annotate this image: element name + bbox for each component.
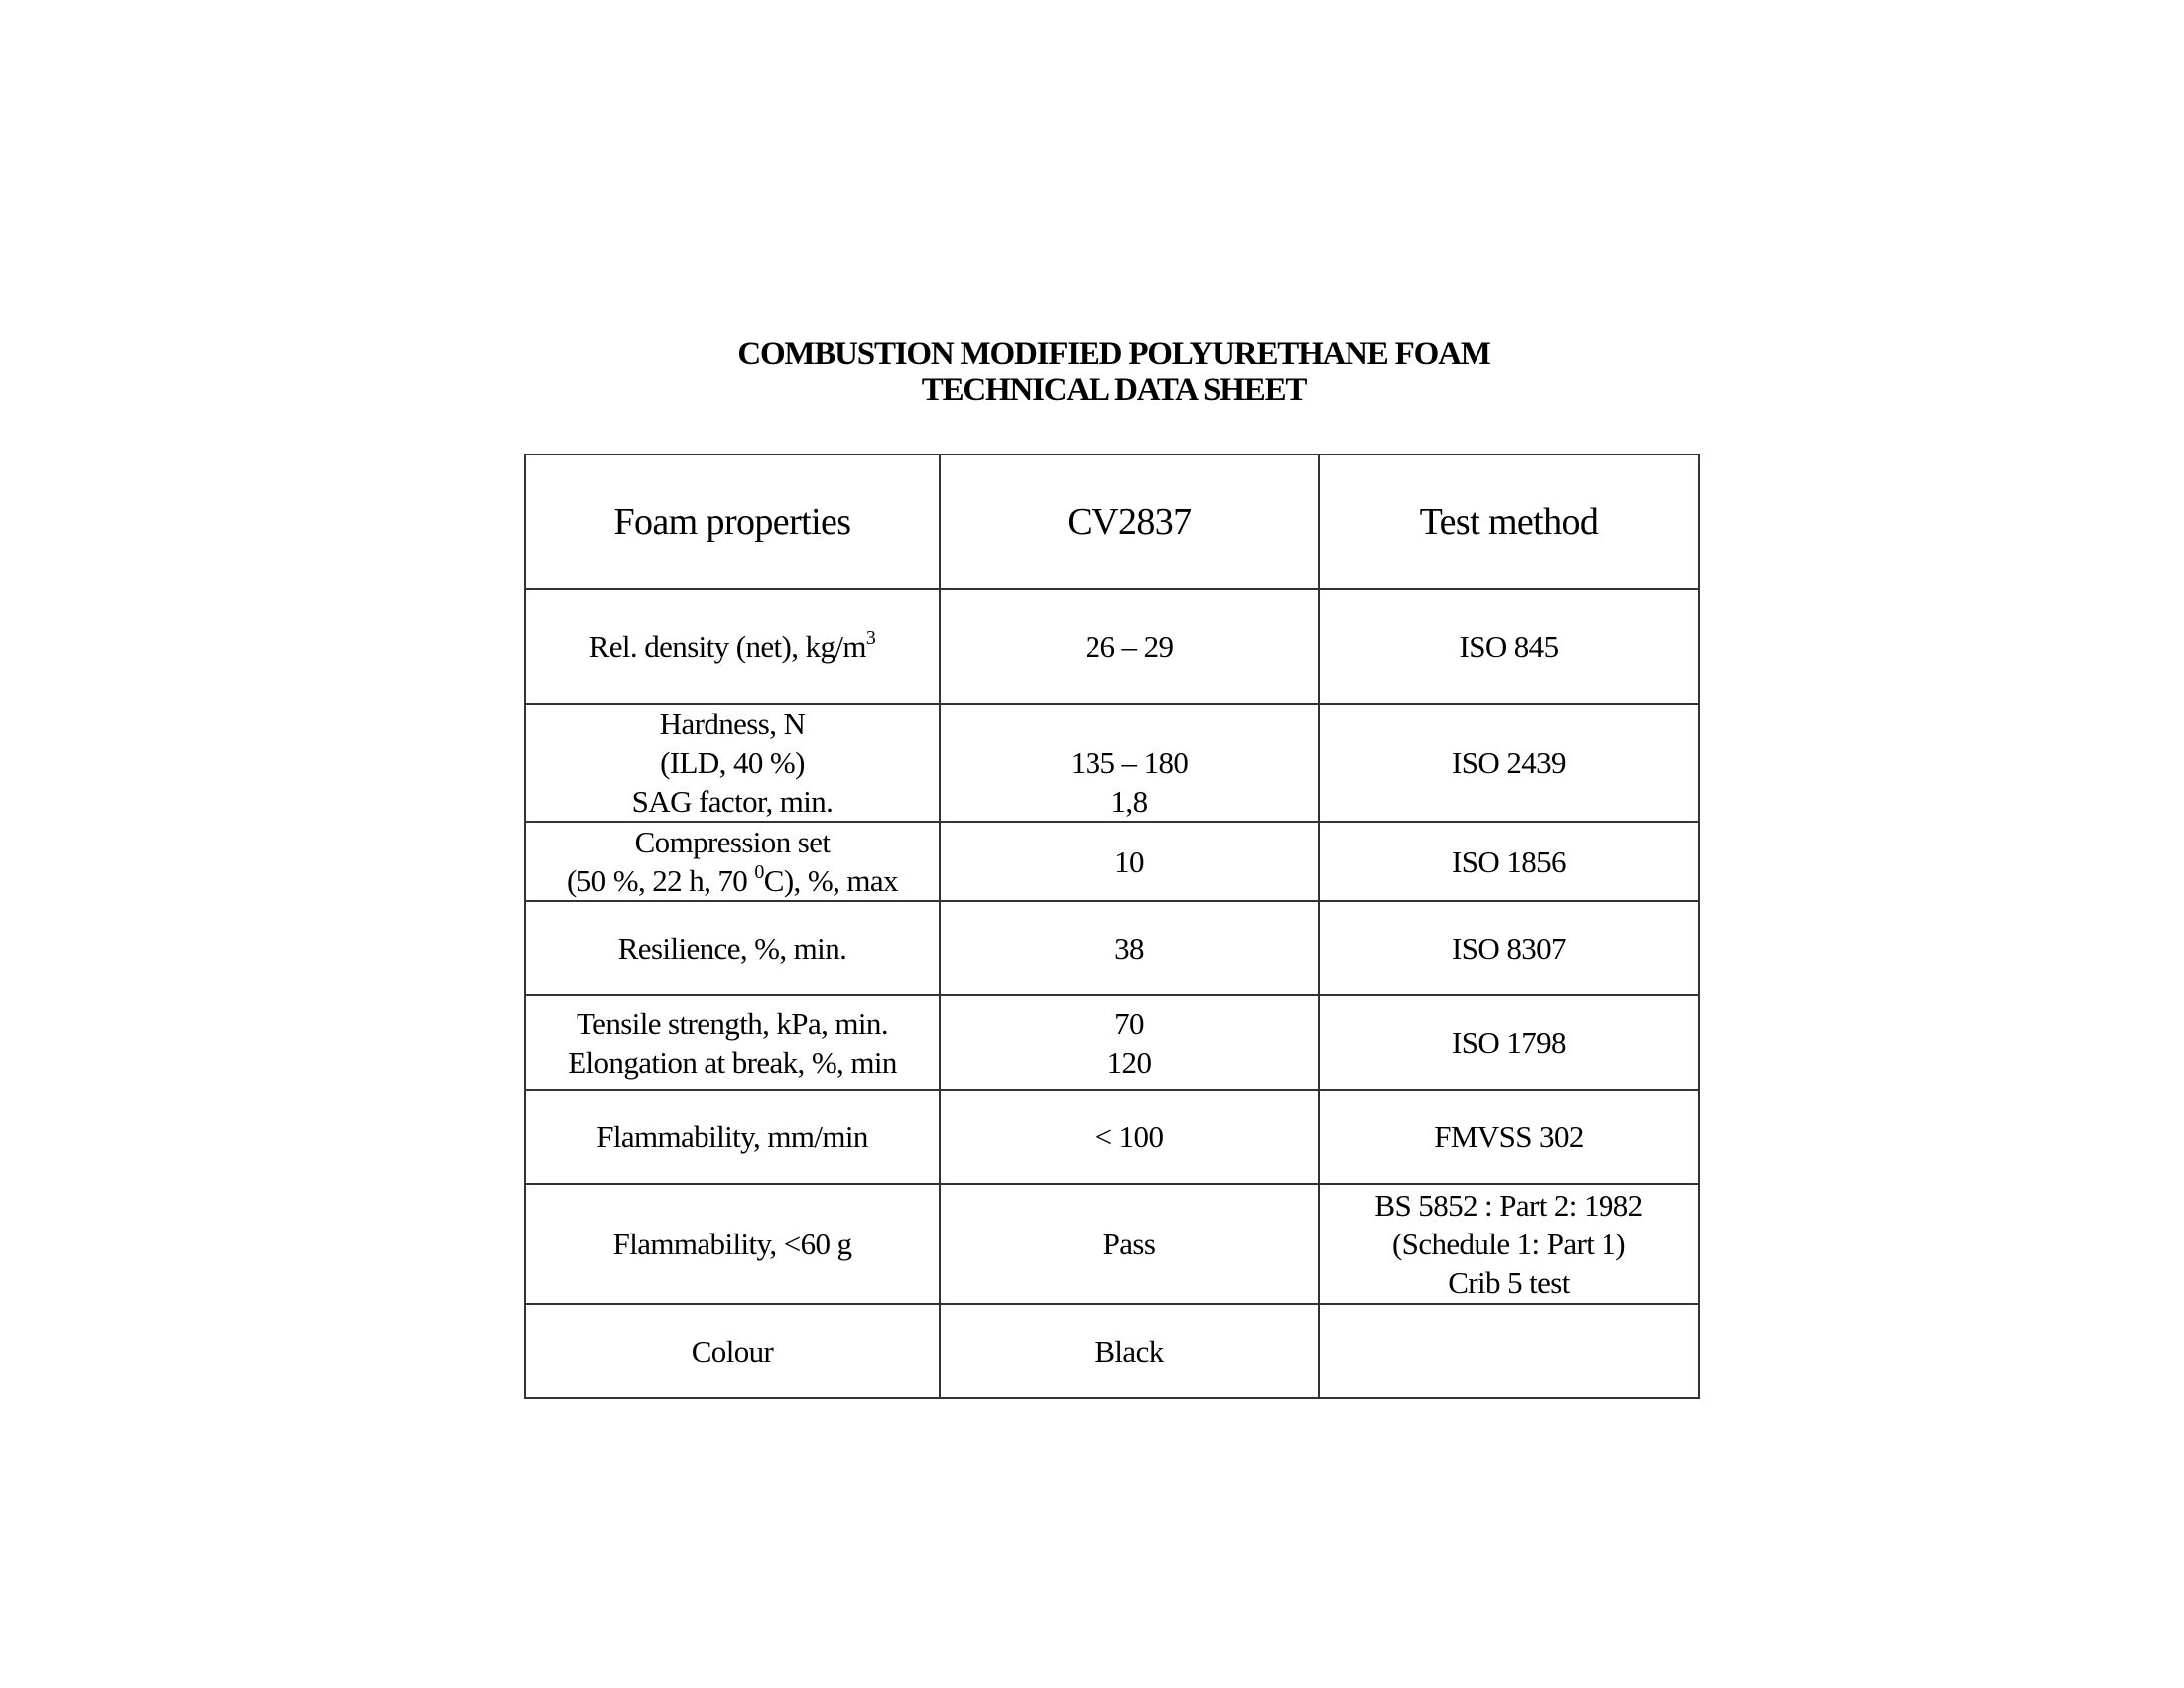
- header-product-code: CV2837: [940, 454, 1319, 589]
- property-cell: Flammability, mm/min: [525, 1090, 940, 1184]
- method-cell: ISO 2439: [1319, 704, 1699, 822]
- value-cell: 70 120: [940, 995, 1319, 1090]
- property-cell: Resilience, %, min.: [525, 901, 940, 995]
- table-row-compression-set: [525, 822, 1699, 901]
- value-cell: 135 – 180 1,8: [940, 704, 1319, 822]
- value-cell: 26 – 29: [940, 589, 1319, 704]
- property-cell: Compression set (50 %, 22 h, 70 $^0$C), %, max: [525, 822, 940, 901]
- method-cell: ISO 8307: [1319, 901, 1699, 995]
- table-row-resilience: [525, 901, 1699, 995]
- technical-data-table: [524, 454, 1700, 1399]
- table-header-row: [525, 454, 1699, 589]
- value-cell: < 100: [940, 1090, 1319, 1184]
- method-cell: [1319, 1304, 1699, 1398]
- value-cell: 38: [940, 901, 1319, 995]
- method-cell: ISO 845: [1319, 589, 1699, 704]
- property-cell: Tensile strength, kPa, min. Elongation at break, %, min: [525, 995, 940, 1090]
- table-row-density: [525, 589, 1699, 704]
- method-cell: FMVSS 302: [1319, 1090, 1699, 1184]
- value-cell: Black: [940, 1304, 1319, 1398]
- property-cell: Rel. density (net), $kg/m^3$: [525, 589, 940, 704]
- property-cell: Colour: [525, 1304, 940, 1398]
- property-cell: Hardness, N (ILD, 40 %) SAG factor, min.: [525, 704, 940, 822]
- header-test-method: Test method: [1319, 454, 1699, 589]
- value-cell: 10: [940, 822, 1319, 901]
- method-cell: ISO 1798: [1319, 995, 1699, 1090]
- table-row-colour: [525, 1304, 1699, 1398]
- value-cell: Pass: [940, 1184, 1319, 1304]
- property-cell: Flammability, <60 g: [525, 1184, 940, 1304]
- method-cell: ISO 1856: [1319, 822, 1699, 901]
- document-title: COMBUSTION MODIFIED POLYURETHANE FOAM: [737, 336, 1490, 372]
- table-row-flammability-mass: [525, 1184, 1699, 1304]
- method-cell: BS 5852 : Part 2: 1982 (Schedule 1: Part 1) Crib 5 test: [1319, 1184, 1699, 1304]
- table-row-hardness: [525, 704, 1699, 822]
- table-row-tensile: [525, 995, 1699, 1090]
- table-row-flammability-rate: [525, 1090, 1699, 1184]
- document-subtitle: TECHNICAL DATA SHEET: [921, 372, 1307, 408]
- header-foam-properties: Foam properties: [525, 454, 940, 589]
